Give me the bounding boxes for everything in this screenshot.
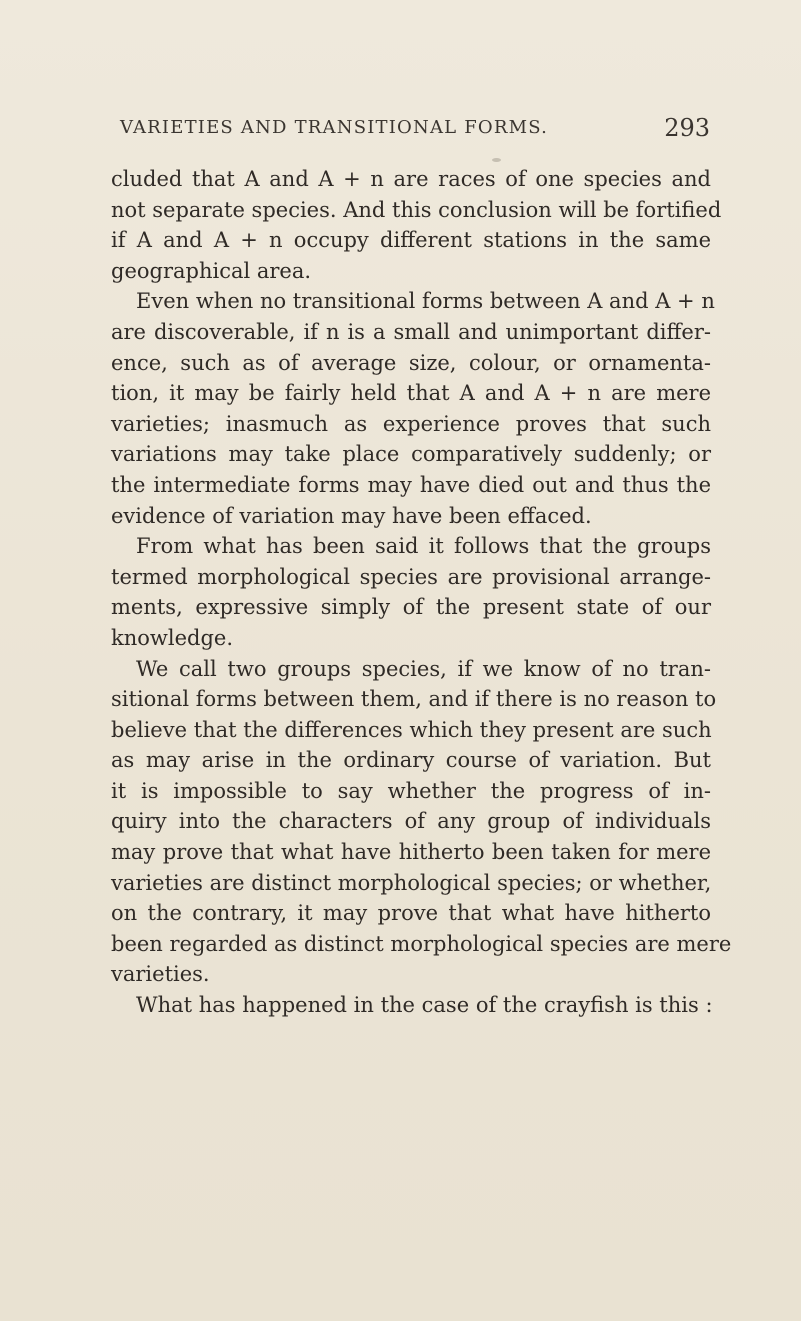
text-line: Even when no transitional forms between A and A + n (136, 289, 715, 314)
text-line: the intermediate forms may have died out and thus the (111, 472, 711, 497)
page-number: 293 (664, 114, 710, 142)
text-line: varieties; inasmuch as experience proves that such (111, 411, 711, 436)
text-line: quiry into the characters of any group of individuals (111, 809, 711, 834)
text-line: geographical area. (111, 258, 312, 283)
ink-speck (492, 158, 501, 162)
text-line: sitional forms between them, and if there is no reason to (111, 687, 717, 712)
text-line: termed morphological species are provisional arrange- (111, 564, 711, 589)
text-line: are discoverable, if n is a small and unimportant differ- (111, 319, 711, 344)
text-line: may prove that what have hitherto been taken for mere (111, 840, 711, 865)
text-line: varieties are distinct morphological species; or whether, (111, 870, 712, 895)
text-line: What has happened in the case of the crayfish is this : (136, 993, 713, 1018)
running-head: VARIETIES AND TRANSITIONAL FORMS. (120, 117, 549, 138)
text-line: We call two groups species, if we know of no tran- (136, 656, 711, 681)
text-line: as may arise in the ordinary course of variation. But (111, 748, 711, 773)
text-line: believe that the differences which they present are such (111, 717, 712, 742)
text-line: From what has been said it follows that the groups (136, 534, 711, 559)
text-line: been regarded as distinct morphological species are mere (111, 931, 732, 956)
text-line: on the contrary, it may prove that what have hitherto (111, 901, 711, 926)
body-text (111, 164, 732, 1021)
text-line: it is impossible to say whether the progress of in- (111, 778, 711, 803)
text-line: variations may take place comparatively suddenly; or (111, 442, 711, 467)
text-line: varieties. (111, 962, 210, 987)
text-line: ments, expressive simply of the present state of our (111, 595, 711, 620)
text-line: knowledge. (111, 625, 234, 650)
text-line: if A and A + n occupy different stations in the same (111, 228, 711, 253)
page-header (120, 114, 710, 154)
text-line: ence, such as of average size, colour, or ornamenta- (111, 350, 711, 375)
text-line: evidence of variation may have been effaced. (111, 503, 592, 528)
text-line: not separate species. And this conclusion will be fortified (111, 197, 722, 222)
text-line: tion, it may be fairly held that A and A + n are mere (111, 381, 711, 406)
text-line: cluded that A and A + n are races of one species and (111, 167, 711, 191)
